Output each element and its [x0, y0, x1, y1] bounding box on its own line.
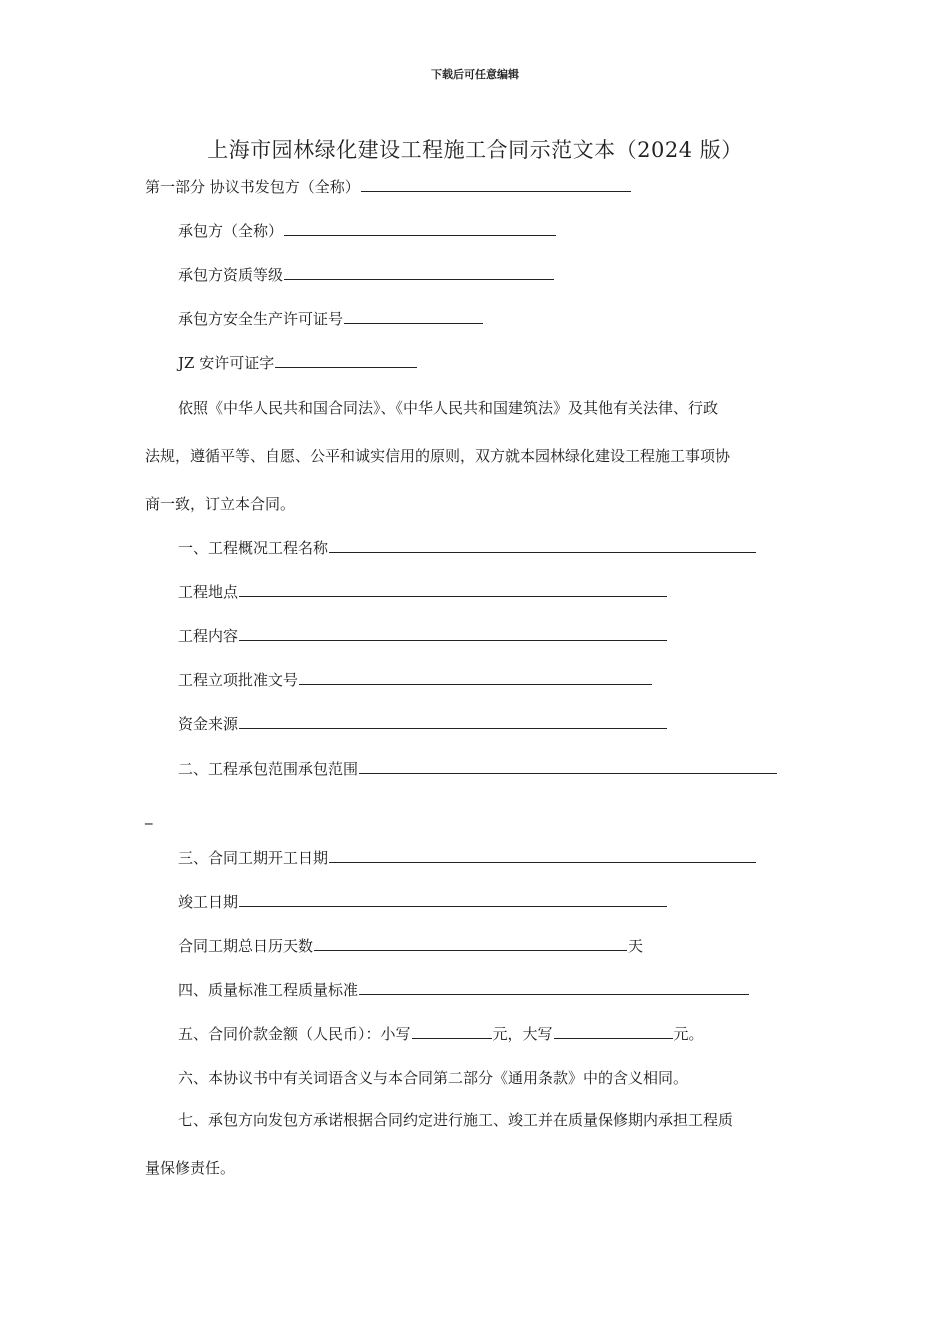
funding-source-label: 资金来源	[178, 715, 239, 733]
page-header: 下载后可任意编辑	[431, 68, 519, 81]
qualification-blank[interactable]	[284, 264, 554, 280]
line-funding-source	[178, 713, 668, 734]
paragraph-preamble-2: 法规，遵循平等、自愿、公平和诚实信用的原则，双方就本园林绿化建设工程施工事项协	[145, 447, 731, 465]
line-employer	[145, 176, 632, 197]
line-project-name	[178, 537, 757, 558]
project-name-blank[interactable]	[329, 537, 756, 553]
line-contract-scope	[178, 758, 778, 779]
employer-blank[interactable]	[361, 176, 631, 192]
total-days-unit: 天	[628, 937, 644, 955]
contractor-label: 承包方（全称）	[178, 222, 284, 240]
start-date-label: 三、合同工期开工日期	[178, 849, 329, 867]
line-approval-number	[178, 669, 653, 690]
total-days-blank[interactable]	[314, 935, 627, 951]
project-content-blank[interactable]	[239, 625, 667, 641]
safety-license-label: 承包方安全生产许可证号	[178, 310, 344, 328]
contractor-blank[interactable]	[284, 220, 556, 236]
line-jz-license	[178, 352, 418, 373]
project-content-label: 工程内容	[178, 627, 239, 645]
paragraph-preamble-1: 依照《中华人民共和国合同法》、《中华人民共和国建筑法》及其他有关法律、行政	[178, 399, 719, 417]
quality-standard-blank[interactable]	[359, 979, 749, 995]
approval-number-label: 工程立项批准文号	[178, 671, 299, 689]
line-total-days	[178, 935, 643, 956]
jz-license-blank[interactable]	[275, 352, 417, 368]
price-words-blank[interactable]	[554, 1023, 673, 1039]
line-project-location	[178, 581, 668, 602]
completion-date-label: 竣工日期	[178, 893, 239, 911]
clause-six: 六、本协议书中有关词语含义与本合同第二部分《通用条款》中的含义相同。	[178, 1069, 689, 1087]
line-completion-date	[178, 891, 668, 912]
line-quality-standard	[178, 979, 750, 1000]
start-date-blank[interactable]	[329, 847, 756, 863]
line-start-date	[178, 847, 757, 868]
contract-scope-continuation: _	[145, 807, 153, 825]
employer-label: 第一部分 协议书发包方（全称）	[145, 178, 360, 196]
funding-source-blank[interactable]	[239, 713, 667, 729]
line-safety-license	[178, 308, 484, 329]
safety-license-blank[interactable]	[344, 308, 483, 324]
project-name-label: 一、工程概况工程名称	[178, 539, 329, 557]
price-unit-2: 元。	[673, 1025, 704, 1043]
paragraph-preamble-3: 商一致，订立本合同。	[145, 495, 296, 513]
clause-seven-2: 量保修责任。	[145, 1159, 236, 1177]
line-contract-price	[178, 1023, 704, 1044]
approval-number-blank[interactable]	[299, 669, 652, 685]
quality-standard-label: 四、质量标准工程质量标准	[178, 981, 359, 999]
line-project-content	[178, 625, 668, 646]
document-title: 上海市园林绿化建设工程施工合同示范文本（2024 版）	[207, 138, 743, 162]
contract-price-label: 五、合同价款金额（人民币）：小写	[178, 1025, 411, 1043]
project-location-label: 工程地点	[178, 583, 239, 601]
clause-seven-1: 七、承包方向发包方承诺根据合同约定进行施工、竣工并在质量保修期内承担工程质	[178, 1111, 734, 1129]
price-figures-blank[interactable]	[412, 1023, 492, 1039]
project-location-blank[interactable]	[239, 581, 667, 597]
total-days-label: 合同工期总日历天数	[178, 937, 314, 955]
jz-license-label: JZ 安许可证字	[178, 354, 275, 372]
contract-scope-blank[interactable]	[359, 758, 777, 774]
price-unit-1: 元，大写	[492, 1025, 553, 1043]
contract-scope-label: 二、工程承包范围承包范围	[178, 760, 359, 778]
line-contractor	[178, 220, 557, 241]
line-qualification	[178, 264, 555, 285]
completion-date-blank[interactable]	[239, 891, 667, 907]
qualification-label: 承包方资质等级	[178, 266, 284, 284]
